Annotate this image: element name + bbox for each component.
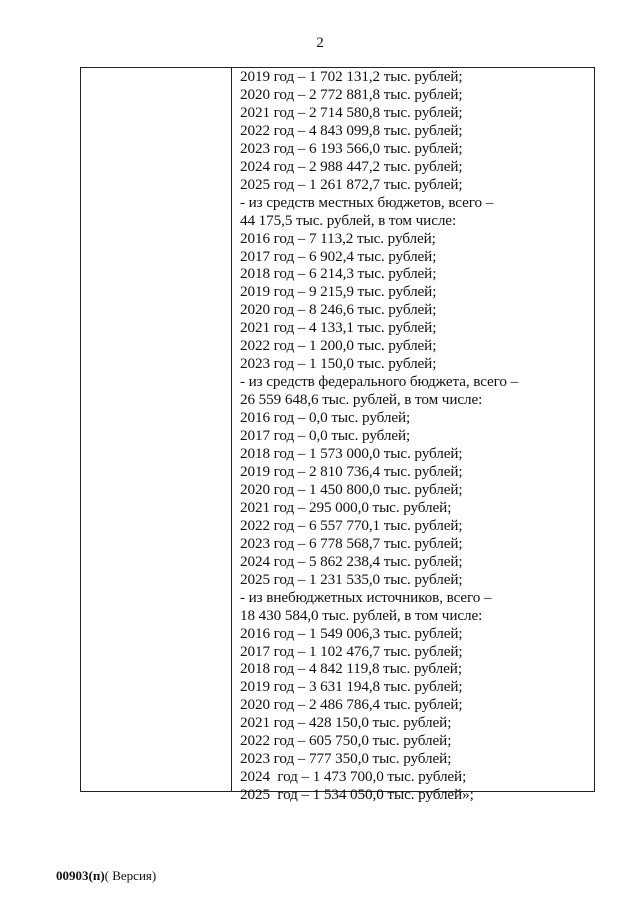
funding-line: 2018 год – 1 573 000,0 тыс. рублей; [240,445,463,463]
funding-line: 2020 год – 8 246,6 тыс. рублей; [240,301,437,319]
funding-line: 2016 год – 0,0 тыс. рублей; [240,409,411,427]
funding-line: - из средств федерального бюджета, всего – [240,373,519,391]
funding-line: 2021 год – 2 714 580,8 тыс. рублей; [240,103,463,121]
funding-line: 2022 год – 1 200,0 тыс. рублей; [240,337,437,355]
funding-line: 2023 год – 6 193 566,0 тыс. рублей; [240,139,463,157]
funding-line: 2017 год – 0,0 тыс. рублей; [240,427,411,445]
funding-line: 2024 год – 1 473 700,0 тыс. рублей; [240,768,467,786]
funding-line: 2022 год – 605 750,0 тыс. рублей; [240,732,452,750]
funding-line: 2024 год – 2 988 447,2 тыс. рублей; [240,157,463,175]
funding-line: 2020 год – 2 486 786,4 тыс. рублей; [240,696,463,714]
funding-line: 2023 год – 6 778 568,7 тыс. рублей; [240,534,463,552]
funding-line: 2019 год – 9 215,9 тыс. рублей; [240,283,437,301]
funding-line: 2023 год – 1 150,0 тыс. рублей; [240,355,437,373]
funding-line: 2019 год – 3 631 194,8 тыс. рублей; [240,678,463,696]
funding-line: 2025 год – 1 534 050,0 тыс. рублей»; [240,786,474,804]
funding-line: 26 559 648,6 тыс. рублей, в том числе: [240,391,483,409]
document-version: ( Версия) [104,868,157,883]
funding-line: 2019 год – 1 702 131,2 тыс. рублей; [240,68,463,85]
funding-line: 2022 год – 6 557 770,1 тыс. рублей; [240,516,463,534]
funding-line: 18 430 584,0 тыс. рублей, в том числе: [240,606,483,624]
funding-line: 2019 год – 2 810 736,4 тыс. рублей; [240,462,463,480]
page-number: 2 [316,35,324,51]
funding-line: 2017 год – 1 102 476,7 тыс. рублей; [240,642,463,660]
funding-lines [240,68,594,804]
funding-line: 2020 год – 1 450 800,0 тыс. рублей; [240,480,463,498]
table-left-cell [81,68,232,791]
funding-line: 2025 год – 1 261 872,7 тыс. рублей; [240,175,463,193]
funding-line: 2023 год – 777 350,0 тыс. рублей; [240,750,452,768]
funding-table [80,67,595,804]
document-footer [56,868,156,884]
funding-line: 2025 год – 1 231 535,0 тыс. рублей; [240,570,463,588]
funding-line: 44 175,5 тыс. рублей, в том числе: [240,211,457,229]
document-code: 00903(п) [56,868,105,883]
funding-line: 2021 год – 428 150,0 тыс. рублей; [240,714,452,732]
funding-line: 2018 год – 6 214,3 тыс. рублей; [240,265,437,283]
funding-line: 2021 год – 295 000,0 тыс. рублей; [240,498,452,516]
funding-line: 2022 год – 4 843 099,8 тыс. рублей; [240,121,463,139]
table-right-cell [233,68,594,804]
funding-line: 2017 год – 6 902,4 тыс. рублей; [240,247,437,265]
funding-line: - из средств местных бюджетов, всего – [240,193,494,211]
funding-line: 2020 год – 2 772 881,8 тыс. рублей; [240,85,463,103]
funding-line: 2016 год – 7 113,2 тыс. рублей; [240,229,436,247]
funding-line: 2024 год – 5 862 238,4 тыс. рублей; [240,552,463,570]
funding-line: 2018 год – 4 842 119,8 тыс. рублей; [240,660,462,678]
funding-line: 2021 год – 4 133,1 тыс. рублей; [240,319,437,337]
funding-line: - из внебюджетных источников, всего – [240,588,492,606]
funding-line: 2016 год – 1 549 006,3 тыс. рублей; [240,624,463,642]
